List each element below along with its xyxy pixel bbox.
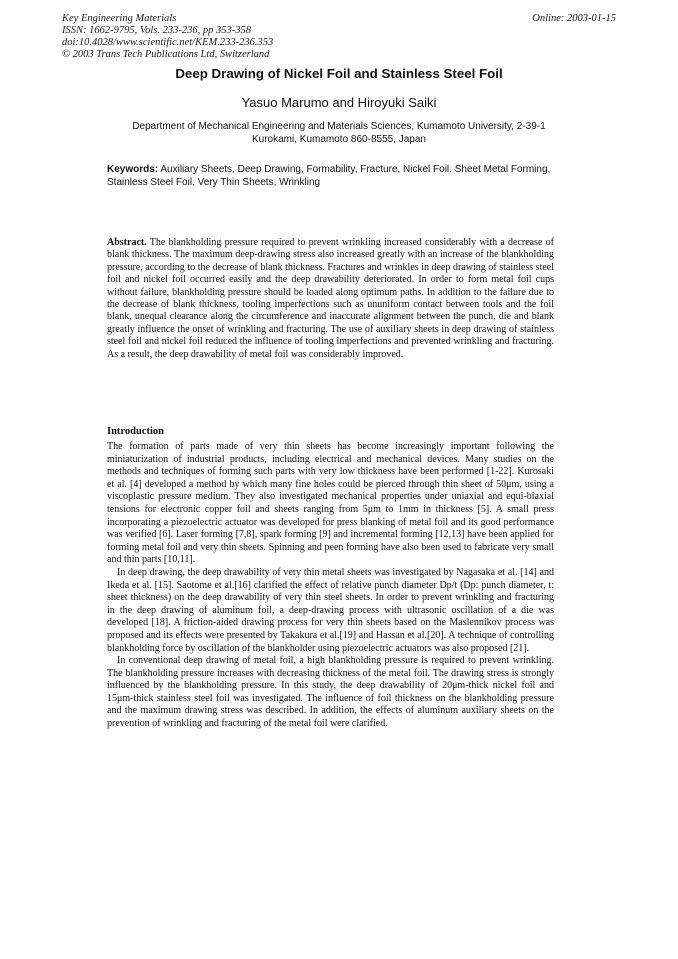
copyright-line: © 2003 Trans Tech Publications Ltd, Switzerland: [62, 49, 270, 60]
issn-line: ISSN: 1662-9795, Vols. 233-236, pp 353-358: [62, 25, 251, 36]
online-date: Online: 2003-01-15: [532, 13, 616, 24]
authors: Yasuo Marumo and Hiroyuki Saiki: [241, 95, 437, 110]
introduction-heading: Introduction: [107, 426, 164, 437]
keywords-text: Auxiliary Sheets, Deep Drawing, Formability, Fracture, Nickel Foil, Sheet Metal Forming, Stainless Steel Foil, Very Thin Sheets, Wrinkling: [107, 164, 551, 188]
intro-paragraph: The formation of parts made of very thin sheets has become increasingly important following the miniaturization of industrial products, including electrical and mechanical devices. Many studies on the methods and techniques of forming such parts with very low thickness have been performed [1-22]. Kurosaki et al. [4] developed a method by which many fine holes could be pierced through thin sheet of 50μm, using a viscoplastic pressure medium. They also investigated mechanical properties under uniaxial and equi-biaxial tensions for electronic copper foil and sheets ranging from 5μm to 1mm in thickness [5]. A small press incorporating a piezoelectric actuator was developed for press blanking of metal foil and its good performance was verified [6]. Laser forming [7,8], spark forming [9] and incremental forming [12,13] have been applied for forming metal foil and very thin sheets. Spinning and peen forming have also been used to fabricate very small and thin parts [10,11].: [107, 441, 554, 566]
journal-header: [62, 13, 273, 61]
abstract-text: The blankholding pressure required to prevent wrinkling increased considerably with a decrease of blank thickness. The maximum deep-drawing stress also increased greatly with an increase of the blankholding pressure, according to the decrease of blank thickness. Fractures and wrinkles in deep drawing of stainless steel foil and nickel foil occurred easily and the deep drawability deteriorated. In order to form metal foil cups without failure, blankholding pressure should be loaded along optimum paths. In addition to the failure due to the decrease of blank thickness, tooling imperfections such as ununiform contact between tools and the foil blank, unequal clearance along the circumference and inaccurate alignment between the punch, die and blank greatly influence the onset of wrinkling and fracturing. The use of auxiliary sheets in deep drawing of stainless steel foil and nickel foil reduced the influence of tooling imperfections and prevented wrinkling and fracturing. As a result, the deep drawability of metal foil was considerably improved.: [107, 237, 554, 360]
journal-name: Key Engineering Materials: [62, 13, 177, 24]
paper-title: Deep Drawing of Nickel Foil and Stainless Steel Foil: [175, 66, 503, 81]
introduction-body: [107, 441, 554, 731]
keywords: [107, 163, 555, 189]
keywords-label: Keywords:: [107, 164, 159, 175]
intro-paragraph: In conventional deep drawing of metal foil, a high blankholding pressure is required to prevent wrinkling. The blankholding pressure increases with decreasing thickness of the metal foil. The drawing stress is strongly influenced by the blankholding pressure. In this study, the deep drawability of 20μm-thick nickel foil and 15μm-thick stainless steel foil was investigated. The influence of foil thickness on the blankholding pressure and the maximum drawing stress was described. In addition, the effects of aluminum auxiliary sheets on the prevention of wrinkling and fracturing of the metal foil were clarified.: [107, 655, 554, 730]
abstract: [107, 237, 554, 361]
affiliation: Department of Mechanical Engineering and Materials Sciences, Kumamoto University, 2-39-1 Kurokami, Kumamoto 860-8555, Japan: [132, 121, 546, 145]
abstract-label: Abstract.: [107, 237, 147, 248]
intro-paragraph: In deep drawing, the deep drawability of very thin metal sheets was investigated by Nagasaka et al. [14] and Ikeda et al. [15]. Saotome et al.[16] clarified the effect of relative punch diameter Dp/t (Dp: punch diameter, t: sheet thickness) on the deep drawability of very thin steel sheets. In order to prevent wrinkling and fracturing in the deep drawing of aluminum foil, a deep-drawing process with ultrasonic oscillation of a die was developed [18]. A friction-aided drawing process for very thin sheets based on the Maslennikov process was proposed and its effects were presented by Takakura et al.[19] and Hassan et al.[20]. A technique of controlling blankholding force by oscillation of the blankholder using piezoelectric actuators was also proposed [21].: [107, 566, 554, 654]
doi-line: doi:10.4028/www.scientific.net/KEM.233-236.353: [62, 37, 274, 48]
